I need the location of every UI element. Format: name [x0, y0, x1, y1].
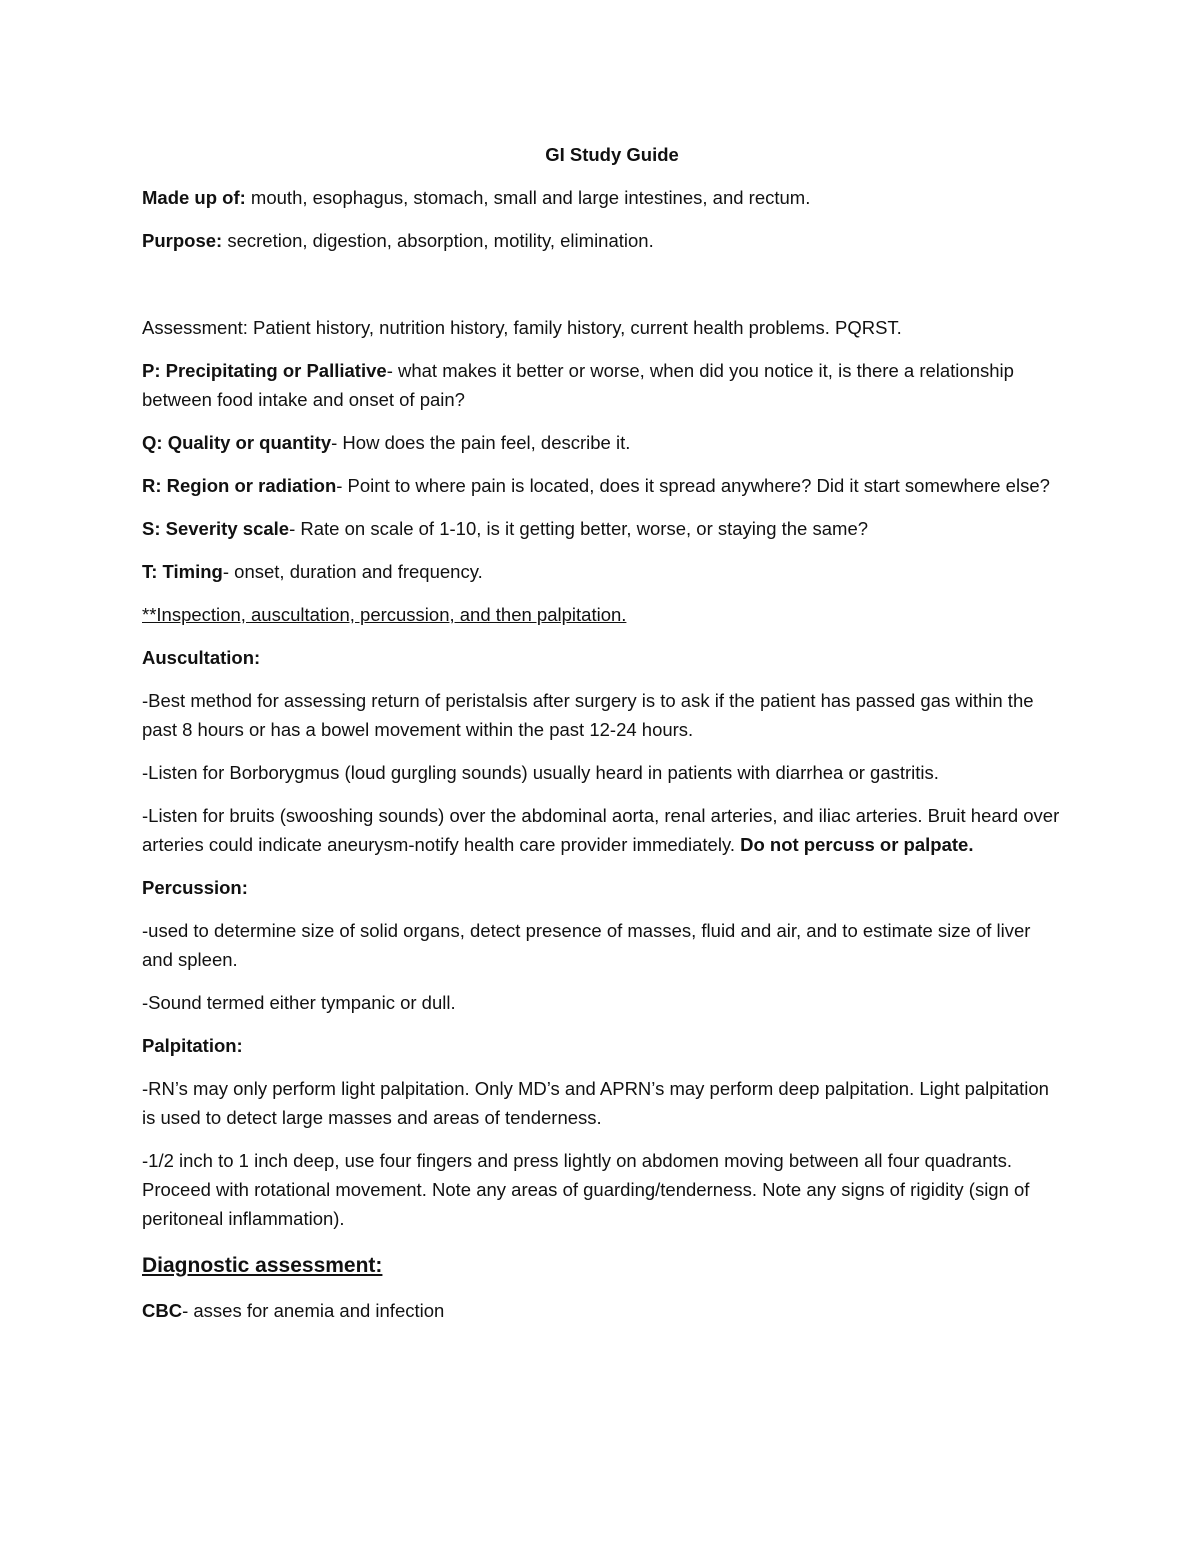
pqrst-s-paragraph — [142, 514, 1062, 543]
exam-order-note-text: **Inspection, auscultation, percussion, and then palpitation. — [142, 604, 627, 625]
pqrst-q-paragraph — [142, 428, 1062, 457]
pqrst-t-text: - onset, duration and frequency. — [222, 561, 483, 582]
pqrst-r-paragraph — [142, 471, 1062, 500]
made-up-of-label: Made up of: — [142, 187, 246, 208]
pqrst-q-label: Q: Quality or quantity — [142, 432, 332, 453]
purpose-paragraph — [142, 226, 1062, 255]
auscultation-bruit-warning: Do not percuss or palpate. — [740, 834, 974, 855]
made-up-of-text: mouth, esophagus, stomach, small and large intestines, and rectum. — [245, 187, 811, 208]
made-up-of-paragraph — [142, 183, 1062, 212]
pqrst-s-label: S: Severity scale — [142, 518, 290, 539]
cbc-label: CBC — [142, 1300, 183, 1321]
pqrst-t-paragraph — [142, 557, 1062, 586]
palpitation-item: -1/2 inch to 1 inch deep, use four fingers and press lightly on abdomen moving between all four quadrants. Proceed with rotational movement. Note any areas of guarding/tenderness. Note any signs of rigidity (sign of peritoneal inflammation). — [142, 1150, 1030, 1229]
pqrst-q-text: - How does the pain feel, describe it. — [331, 432, 631, 453]
document-content — [142, 140, 1062, 1339]
palpitation-heading: Palpitation: — [142, 1035, 243, 1056]
pqrst-p-text: - what makes it better or worse, when did you notice it, is there a relationship between food intake and onset of pain? — [142, 360, 1014, 410]
pqrst-r-label: R: Region or radiation — [142, 475, 337, 496]
exam-order-note — [142, 600, 1062, 629]
palpitation-item: -RN’s may only perform light palpitation. Only MD’s and APRN’s may perform deep palpitation. Light palpitation is used to detect large masses and areas of tenderness. — [142, 1078, 1049, 1128]
pqrst-s-text: - Rate on scale of 1-10, is it getting better, worse, or staying the same? — [289, 518, 869, 539]
auscultation-item: -Best method for assessing return of peristalsis after surgery is to ask if the patient has passed gas within the past 8 hours or has a bowel movement within the past 12-24 hours. — [142, 690, 1034, 740]
percussion-heading: Percussion: — [142, 877, 248, 898]
percussion-item: -Sound termed either tympanic or dull. — [142, 992, 456, 1013]
purpose-text: secretion, digestion, absorption, motility, elimination. — [222, 230, 654, 251]
auscultation-bruit-paragraph — [142, 801, 1062, 859]
pqrst-t-label: T: Timing — [142, 561, 223, 582]
cbc-paragraph — [142, 1296, 1062, 1325]
pqrst-r-text: - Point to where pain is located, does it spread anywhere? Did it start somewhere else? — [336, 475, 1050, 496]
assessment-paragraph: Assessment: Patient history, nutrition history, family history, current health problems. PQRST. — [142, 317, 902, 338]
document-title: GI Study Guide — [545, 144, 679, 165]
cbc-text: - asses for anemia and infection — [182, 1300, 445, 1321]
auscultation-bruit-text: -Listen for bruits (swooshing sounds) over the abdominal aorta, renal arteries, and iliac arteries. Bruit heard over arteries could indicate aneurysm-notify health care provider immediately. — [142, 805, 1060, 855]
purpose-label: Purpose: — [142, 230, 223, 251]
auscultation-item: -Listen for Borborygmus (loud gurgling sounds) usually heard in patients with diarrhea or gastritis. — [142, 762, 939, 783]
auscultation-heading: Auscultation: — [142, 647, 261, 668]
pqrst-p-label: P: Precipitating or Palliative — [142, 360, 387, 381]
percussion-item: -used to determine size of solid organs, detect presence of masses, fluid and air, and to estimate size of liver and spleen. — [142, 920, 1031, 970]
diagnostic-assessment-heading: Diagnostic assessment: — [142, 1254, 383, 1277]
pqrst-p-paragraph — [142, 356, 1062, 414]
